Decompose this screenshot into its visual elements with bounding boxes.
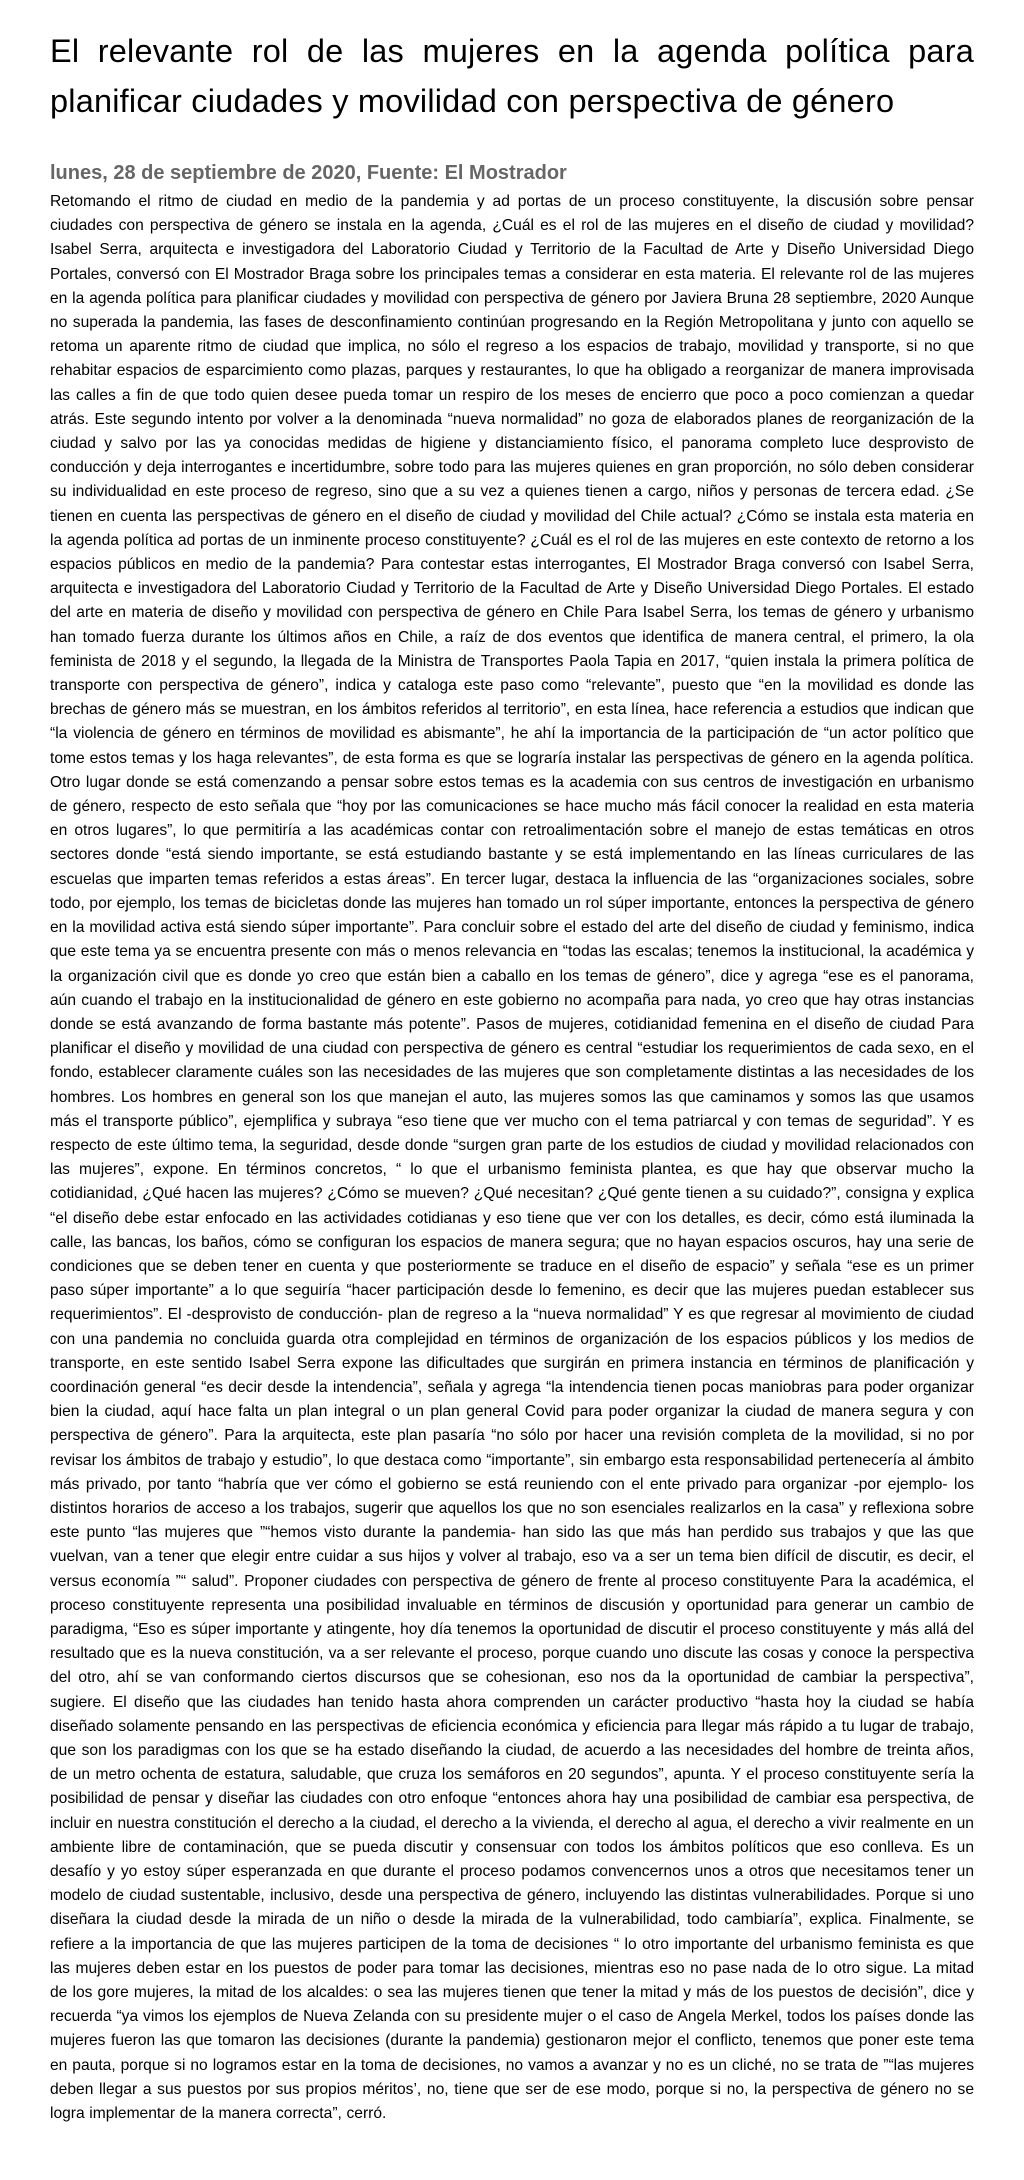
article-title: El relevante rol de las mujeres en la agenda política para planificar ciudades y movilidad con perspectiva de género (50, 33, 974, 119)
article-date-source: lunes, 28 de septiembre de 2020, Fuente: El Mostrador (50, 162, 567, 184)
article-body: Retomando el ritmo de ciudad en medio de la pandemia y ad portas de un proceso constituyente, la discusión sobre pensar ciudades con perspectiva de género se instala en la agenda, ¿Cuál es el rol de las mujeres en el diseño de ciudad y movilidad? Isabel Serra, arquitecta e investigadora del Laboratorio Ciudad y Territorio de la Facultad de Arte y Diseño Universidad Diego Portales, conversó con El Mostrador Braga sobre los principales temas a considerar en esta materia. El relevante rol de las mujeres en la agenda política para planificar ciudades y movilidad con perspectiva de género por Javiera Bruna 28 septiembre, 2020 Aunque no superada la pandemia, las fases de desconfinamiento continúan progresando en la Región Metropolitana y junto con aquello se retoma un aparente ritmo de ciudad que implica, no sólo el regreso a los espacios de trabajo, movilidad y transporte, si no que rehabitar espacios de esparcimiento como plazas, parques y restaurantes, lo que ha obligado a reorganizar de manera improvisada las calles a fin de que todo quien desee pueda tomar un respiro de los meses de encierro que poco a poco comienzan a quedar atrás. Este segundo intento por volver a la denominada “nueva normalidad” no goza de elaborados planes de reorganización de la ciudad y salvo por las ya conocidas medidas de higiene y distanciamiento físico, el panorama completo luce desprovisto de conducción y deja interrogantes e incertidumbre, sobre todo para las mujeres quienes en gran proporción, no sólo deben considerar su individualidad en este proceso de regreso, sino que a su vez a quienes tienen a cargo, niños y personas de tercera edad. ¿Se tienen en cuenta las perspectivas de género en el diseño de ciudad y movilidad del Chile actual? ¿Cómo se instala esta materia en la agenda política ad portas de un inminente proceso constituyente? ¿Cuál es el rol de las mujeres en este contexto de retorno a los espacios públicos en medio de la pandemia? Para contestar estas interrogantes, El Mostrador Braga conversó con Isabel Serra, arquitecta e investigadora del Laboratorio Ciudad y Territorio de la Facultad de Arte y Diseño Universidad Diego Portales. El estado del arte en materia de diseño y movilidad con perspectiva de género en Chile Para Isabel Serra, los temas de género y urbanismo han tomado fuerza durante los últimos años en Chile, a raíz de dos eventos que identifica de manera central, el primero, la ola feminista de 2018 y el segundo, la llegada de la Ministra de Transportes Paola Tapia en 2017, “quien instala la primera política de transporte con perspectiva de género”, indica y cataloga este paso como “relevante”, puesto que “en la movilidad es donde las brechas de género más se muestran, en los ámbitos referidos al territorio”, en esta línea, hace referencia a estudios que indican que “la violencia de género en términos de movilidad es abismante”, he ahí la importancia de la participación de “un actor político que tome estos temas y los haga relevantes”, de esta forma es que se lograría instalar las perspectivas de género en la agenda política. Otro lugar donde se está comenzando a pensar sobre estos temas es la academia con sus centros de investigación en urbanismo de género, respecto de esto señala que “hoy por las comunicaciones se hace mucho más fácil conocer la realidad en esta materia en otros lugares”, lo que permitiría a las académicas contar con retroalimentación sobre el manejo de estas temáticas en otros sectores donde “está siendo importante, se está estudiando bastante y se está implementando en las líneas curriculares de las escuelas que imparten temas referidos a estas áreas”. En tercer lugar, destaca la influencia de las “organizaciones sociales, sobre todo, por ejemplo, los temas de bicicletas donde las mujeres han tomado un rol súper importante, entonces la perspectiva de género en la movilidad activa está siendo súper importante”. Para concluir sobre el estado del arte del diseño de ciudad y feminismo, indica que este tema ya se encuentra presente con más o menos relevancia en “todas las escalas; tenemos la institucional, la académica y la organización civil que es donde yo creo que están bien a caballo en los temas de género”, dice y agrega “ese es el panorama, aún cuando el trabajo en la institucionalidad de género en este gobierno no acompaña para nada, yo creo que hay otras instancias donde se está avanzando de forma bastante más potente”. Pasos de mujeres, cotidianidad femenina en el diseño de ciudad Para planificar el diseño y movilidad de una ciudad con perspectiva de género es central “estudiar los requerimientos de cada sexo, en el fondo, establecer claramente cuáles son las necesidades de las mujeres que son completamente distintas a las necesidades de los hombres. Los hombres en general son los que manejan el auto, las mujeres somos las que caminamos y somos las que usamos más el transporte público”, ejemplifica y subraya “eso tiene que ver mucho con el tema patriarcal y con temas de seguridad”. Y es respecto de este último tema, la seguridad, desde donde “surgen gran parte de los estudios de ciudad y movilidad relacionados con las mujeres”, expone. En términos concretos, “ lo que el urbanismo feminista plantea, es que hay que observar mucho la cotidianidad, ¿Qué hacen las mujeres? ¿Cómo se mueven? ¿Qué necesitan? ¿Qué gente tienen a su cuidado?”, consigna y explica “el diseño debe estar enfocado en las actividades cotidianas y eso tiene que ver con los detalles, es decir, cómo está iluminada la calle, las bancas, los baños, cómo se configuran los espacios de manera segura; que no hayan espacios oscuros, hay una serie de condiciones que se deben tener en cuenta y que posteriormente se traduce en el diseño de espacio” y señala “ese es un primer paso súper importante” a lo que seguiría “hacer participación desde lo femenino, es decir que las mujeres puedan establecer sus requerimientos”. El -desprovisto de conducción- plan de regreso a la “nueva normalidad” Y es que regresar al movimiento de ciudad con una pandemia no concluida guarda otra complejidad en términos de organización de los espacios públicos y los medios de transporte, en este sentido Isabel Serra expone las dificultades que surgirán en primera instancia en términos de planificación y coordinación general “es decir desde la intendencia”, señala y agrega “la intendencia tienen pocas maniobras para poder organizar bien la ciudad, aquí hace falta un plan integral o un plan general Covid para poder organizar la ciudad de manera segura y con perspectiva de género”. Para la arquitecta, este plan pasaría “no sólo por hacer una revisión completa de la movilidad, si no por revisar los ámbitos de trabajo y estudio”, lo que destaca como “importante”, sin embargo esta responsabilidad pertenecería al ámbito más privado, por tanto “habría que ver cómo el gobierno se está reuniendo con el ente privado para organizar -por ejemplo- los distintos horarios de acceso a los trabajos, sugerir que aquellos los que no son esenciales realizarlos en la casa” y reflexiona sobre este punto “las mujeres que ”“hemos visto durante la pandemia- han sido las que más han perdido sus trabajos y que las que vuelvan, van a tener que elegir entre cuidar a sus hijos y volver al trabajo, eso va a ser un tema bien difícil de discutir, es decir, el versus economía ”“ salud”. Proponer ciudades con perspectiva de género de frente al proceso constituyente Para la académica, el proceso constituyente representa una posibilidad invaluable en términos de discusión y oportunidad para generar un cambio de paradigma, “Eso es súper importante y atingente, hoy día tenemos la oportunidad de discutir el proceso constituyente y más allá del resultado que es la nueva constitución, va a ser relevante el proceso, porque cuando uno discute las cosas y conoce la perspectiva del otro, ahí se van conformando ciertos discursos que se cohesionan, eso nos da la oportunidad de cambiar la perspectiva”, sugiere. El diseño que las ciudades han tenido hasta ahora comprenden un carácter productivo “hasta hoy la ciudad se había diseñado solamente pensando en las perspectivas de eficiencia económica y eficiencia para llegar más rápido a tu lugar de trabajo, que son los paradigmas con los que se ha estado diseñando la ciudad, de acuerdo a las necesidades del hombre de treinta años, de un metro ochenta de estatura, saludable, que cruza los semáforos en 20 segundos”, apunta. Y el proceso constituyente sería la posibilidad de pensar y diseñar las ciudades con otro enfoque “entonces ahora hay una posibilidad de cambiar esa perspectiva, de incluir en nuestra constitución el derecho a la ciudad, el derecho a la vivienda, el derecho al agua, el derecho a vivir realmente en un ambiente libre de contaminación, que se pueda discutir y consensuar con todos los ámbitos políticos que eso conlleva. Es un desafío y yo estoy súper esperanzada en que durante el proceso podamos convencernos unos a otros que necesitamos tener un modelo de ciudad sustentable, inclusivo, desde una perspectiva de género, incluyendo las distintas vulnerabilidades. Porque si uno diseñara la ciudad desde la mirada de un niño o desde la mirada de la vulnerabilidad, todo cambiaría”, explica. Finalmente, se refiere a la importancia de que las mujeres participen de la toma de decisiones “ lo otro importante del urbanismo feminista es que las mujeres deben estar en los puestos de poder para tomar las decisiones, mientras eso no pase nada de lo otro sigue. La mitad de los gore mujeres, la mitad de los alcaldes: o sea las mujeres tienen que tener la mitad y más de los puestos de decisión”, dice y recuerda “ya vimos los ejemplos de Nueva Zelanda con su presidente mujer o el caso de Angela Merkel, todos los países donde las mujeres fueron las que tomaron las decisiones (durante la pandemia) gestionaron mejor el conflicto, tenemos que poner este tema en pauta, porque si no logramos estar en la toma de decisiones, no vamos a avanzar y no es un cliché, no se trata de ”“las mujeres deben llegar a sus puestos por sus propios méritos’, no, tiene que ser de ese modo, porque si no, la perspectiva de género no se logra implementar de la manera correcta”, cerró. (50, 193, 974, 2123)
